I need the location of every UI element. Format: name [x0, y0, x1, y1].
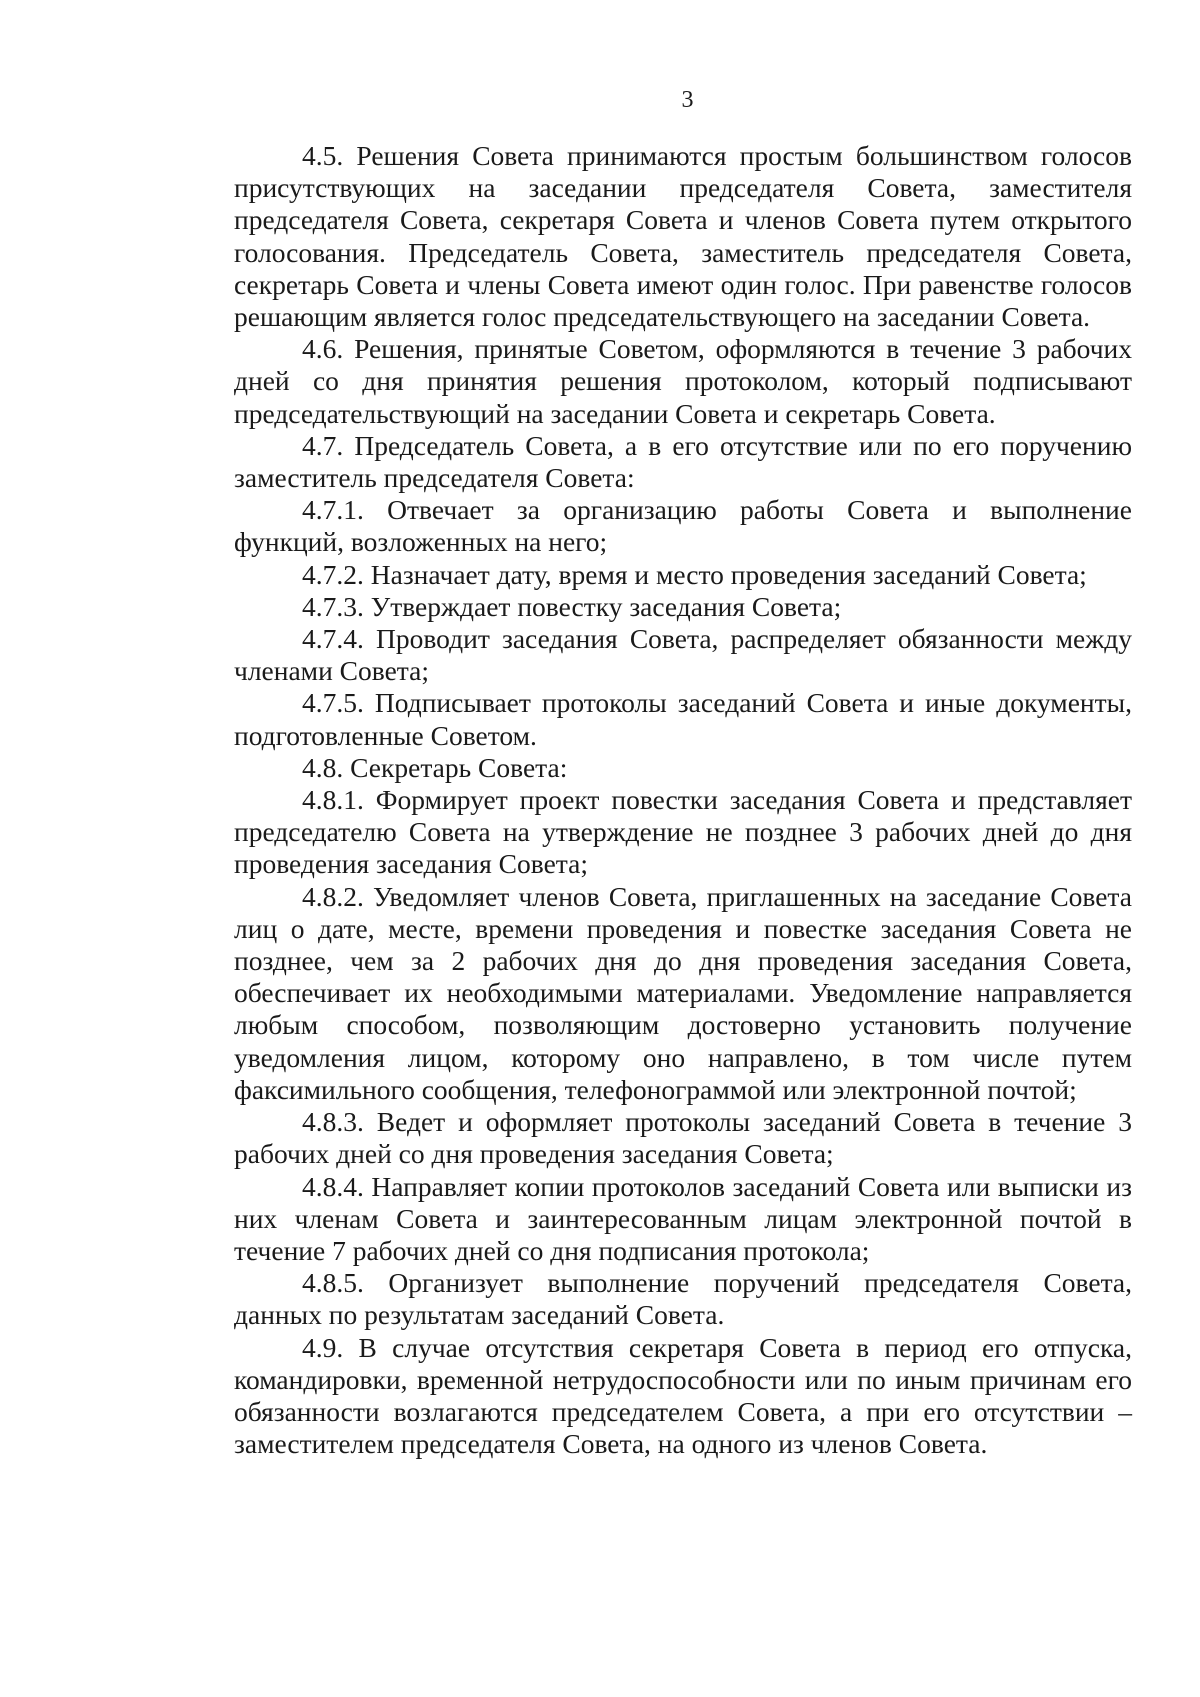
paragraph-4-7-4: 4.7.4. Проводит заседания Совета, распределяет обязанности между членами Совета;	[234, 623, 1132, 687]
paragraph-4-8-1: 4.8.1. Формирует проект повестки заседания Совета и представляет председателю Совета на утверждение не позднее 3 рабочих дней до дня проведения заседания Совета;	[234, 784, 1132, 880]
paragraph-4-7: 4.7. Председатель Совета, а в его отсутствие или по его поручению заместитель председателя Совета:	[234, 429, 1132, 494]
paragraph-4-6: 4.6. Решения, принятые Советом, оформляются в течение 3 рабочих дней со дня принятия решения протоколом, который подписывают председательствующий на заседании Совета и секретарь Совета.	[234, 333, 1132, 429]
paragraph-4-8-4: 4.8.4. Направляет копии протоколов заседаний Совета или выписки из них членам Совета и заинтересованным лицам электронной почтой в течение 7 рабочих дней со дня подписания протокола;	[234, 1170, 1132, 1266]
paragraph-4-8: 4.8. Секретарь Совета:	[302, 751, 568, 783]
paragraph-4-8-5: 4.8.5. Организует выполнение поручений председателя Совета, данных по результатам заседаний Совета.	[234, 1267, 1132, 1331]
document-body	[234, 140, 1132, 1460]
paragraph-4-8-2: 4.8.2. Уведомляет членов Совета, приглашенных на заседание Совета лиц о дате, месте, времени проведения и повестке заседания Совета не позднее, чем за 2 рабочих дня до дня проведения заседания Совета, обеспечивает их необходимыми материалами. Уведомление направляется любым способом, позволяющим достоверно установить получение уведомления лицом, которому оно направлено, в том числе путем факсимильного сообщения, телефонограммой или электронной почтой;	[234, 880, 1132, 1105]
paragraph-4-7-5: 4.7.5. Подписывает протоколы заседаний Совета и иные документы, подготовленные Советом.	[234, 687, 1132, 751]
paragraph-4-7-1: 4.7.1. Отвечает за организацию работы Совета и выполнение функций, возложенных на него;	[234, 494, 1132, 558]
paragraph-4-5: 4.5. Решения Совета принимаются простым большинством голосов присутствующих на заседании председателя Совета, заместителя председателя Совета, секретаря Совета и членов Совета путем открытого голосования. Председатель Совета, заместитель председателя Совета, секретарь Совета и члены Совета имеют один голос. При равенстве голосов решающим является голос председательствующего на заседании Совета.	[234, 140, 1132, 333]
paragraph-4-7-2: 4.7.2. Назначает дату, время и место проведения заседаний Совета;	[302, 558, 1087, 590]
page-number: 3	[681, 87, 694, 113]
paragraph-4-7-3: 4.7.3. Утверждает повестку заседания Совета;	[302, 590, 842, 622]
paragraph-4-8-3: 4.8.3. Ведет и оформляет протоколы заседаний Совета в течение 3 рабочих дней со дня проведения заседания Совета;	[234, 1106, 1132, 1170]
paragraph-4-9: 4.9. В случае отсутствия секретаря Совета в период его отпуска, командировки, временной нетрудоспособности или по иным причинам его обязанности возлагаются председателем Совета, а при его отсутствии – заместителем председателя Совета, на одного из членов Совета.	[234, 1331, 1132, 1460]
